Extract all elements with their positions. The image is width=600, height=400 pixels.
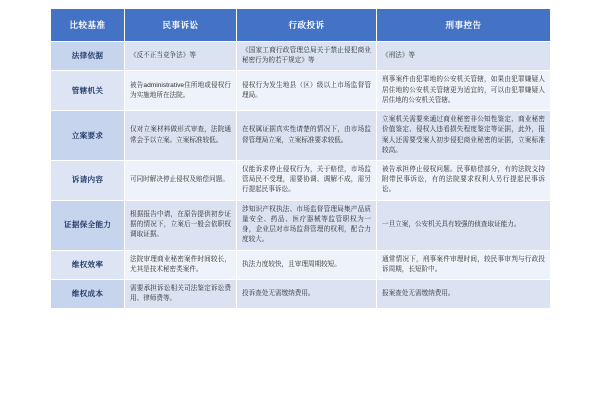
cell-criminal: 通常情况下，刑事案件审理时间，较民事审判与行政投诉周期，长短阶中。 — [377, 250, 551, 279]
column-header-criminal: 刑事控告 — [377, 9, 551, 42]
cell-admin: 投诉查处无需缴纳费用。 — [237, 279, 377, 308]
cell-civil: 需要承担诉讼相关司法鉴定诉讼费用、律师费等。 — [125, 279, 237, 308]
table-header-row — [51, 9, 551, 42]
cell-civil: 根据报告中请，在原告提供初步证据的情况下，立案后一般会依职权调取证据。 — [125, 200, 237, 250]
cell-civil: 《反不正当竞争法》等 — [125, 42, 237, 71]
cell-criminal: 刑事案件由犯罪地的公安机关管辖，如果由犯罪嫌疑人居住地的公安机关管辖更为适宜的，可以由犯罪嫌疑人居住地的公安机关管辖。 — [377, 71, 551, 111]
table-row — [51, 71, 551, 111]
cell-civil: 被告administrative住所地或侵权行为实施地所在法院。 — [125, 71, 237, 111]
cell-criminal: 被告承担停止侵权问题。民事赔偿部分，有的法院支持附带民事诉讼，有的法院要求权利人另行提起民事诉讼。 — [377, 160, 551, 200]
cell-admin: 执法力度较快，且审理周期较短。 — [237, 250, 377, 279]
row-criterion: 维权成本 — [51, 279, 125, 308]
cell-criminal: 报案查处无需缴纳费用。 — [377, 279, 551, 308]
cell-admin: 涉知识产权执法、市场监督管理局集产品质量安全、药品、医疗器械等监管职权为一身，企业层对市场监督管理的权利，配合力度较大。 — [237, 200, 377, 250]
cell-civil: 可同时解决停止侵权及赔偿问题。 — [125, 160, 237, 200]
table-row — [51, 111, 551, 161]
table-row — [51, 279, 551, 308]
table-row — [51, 160, 551, 200]
cell-civil: 仅对立案材料做形式审查，法院通常会予以立案。立案标准较低。 — [125, 111, 237, 161]
cell-criminal: 《刑法》等 — [377, 42, 551, 71]
table-row — [51, 250, 551, 279]
cell-admin: 侵权行为发生地县（区）级以上市场监督管理局。 — [237, 71, 377, 111]
comparison-table — [50, 8, 551, 309]
row-criterion: 维权效率 — [51, 250, 125, 279]
row-criterion: 诉请内容 — [51, 160, 125, 200]
row-criterion: 法律依据 — [51, 42, 125, 71]
column-header-admin: 行政投诉 — [237, 9, 377, 42]
table-header — [51, 9, 551, 42]
table-body — [51, 42, 551, 309]
row-criterion: 立案要求 — [51, 111, 125, 161]
column-header-civil: 民事诉讼 — [125, 9, 237, 42]
row-criterion: 管辖机关 — [51, 71, 125, 111]
cell-admin: 《国家工商行政管理总局关于禁止侵犯商业秘密行为的若干规定》等 — [237, 42, 377, 71]
cell-civil: 法院审理商业秘密案件时间较长，尤其是技术秘密类案件。 — [125, 250, 237, 279]
cell-admin: 仅能诉求停止侵权行为，关于赔偿，市场监管局民不受理，需要协调、调解不成，需另行提起民事诉讼。 — [237, 160, 377, 200]
cell-criminal: 立案机关需要来通过商业秘密非公知性鉴定、商业秘密价值鉴定、侵权人违看损失程度鉴定等证据，此外，报案人还需要受案人初步侵犯商业秘密的证据，立案标准较高。 — [377, 111, 551, 161]
column-header-criterion: 比较基准 — [51, 9, 125, 42]
table-row — [51, 200, 551, 250]
cell-criminal: 一旦立案，公安机关具有较强的侦查取证能力。 — [377, 200, 551, 250]
row-criterion: 证据保全能力 — [51, 200, 125, 250]
cell-admin: 在权属证据真实性请楚的情况下，由市场监督管理局立案，立案标准要求较低。 — [237, 111, 377, 161]
table-row — [51, 42, 551, 71]
